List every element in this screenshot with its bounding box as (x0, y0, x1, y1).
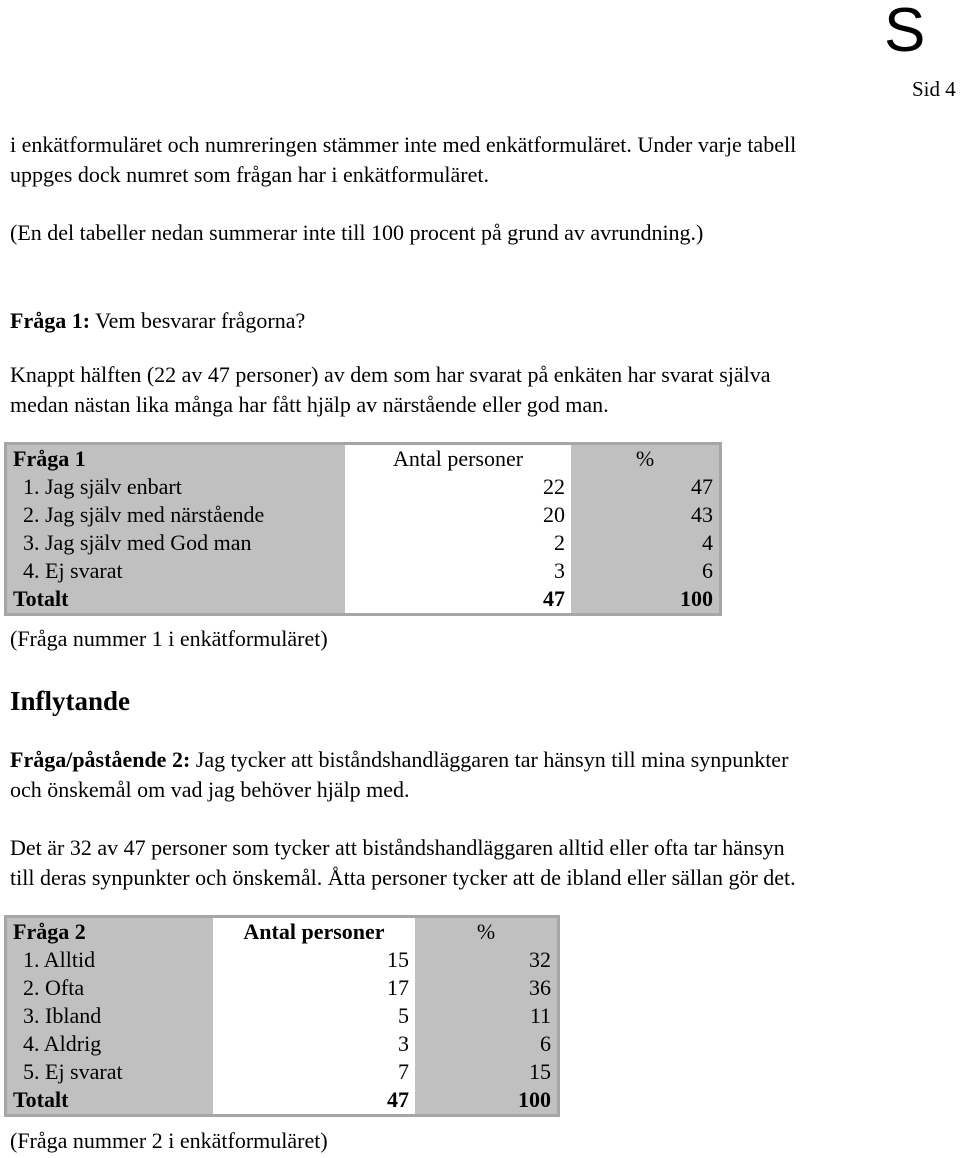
table-row (6, 946, 559, 974)
header-percent: % (415, 917, 559, 947)
table-total-row (6, 1086, 559, 1116)
row-percent: 6 (571, 557, 721, 585)
row-count: 7 (213, 1058, 415, 1086)
row-count: 3 (213, 1030, 415, 1058)
question-1-text: Vem besvarar frågorna? (95, 308, 306, 333)
intro-line-1: i enkätformuläret och numreringen stämmer inte med enkätformuläret. Under varje tabell (10, 132, 797, 157)
row-label: 1. Jag själv enbart (6, 473, 346, 501)
table-row (6, 529, 721, 557)
row-percent: 4 (571, 529, 721, 557)
row-count: 20 (345, 501, 571, 529)
question-1-summary-line-1: Knappt hälften (22 av 47 personer) av dem som har svarat på enkäten har svarat själva (10, 362, 771, 387)
row-count: 2 (345, 529, 571, 557)
row-percent: 11 (415, 1002, 559, 1030)
question-2-text-line-1: Jag tycker att biståndshandläggaren tar hänsyn till mina synpunkter (195, 747, 789, 772)
question-2-summary-line-1: Det är 32 av 47 personer som tycker att biståndshandläggaren alltid eller ofta tar hänsyn (10, 835, 785, 860)
row-percent: 6 (415, 1030, 559, 1058)
question-2-text-line-2: och önskemål om vad jag behöver hjälp med. (10, 777, 410, 802)
table-row (6, 1002, 559, 1030)
total-percent: 100 (415, 1086, 559, 1116)
header-question: Fråga 2 (6, 917, 214, 947)
table-header-row (6, 444, 721, 474)
row-percent: 47 (571, 473, 721, 501)
total-label: Totalt (6, 585, 346, 615)
row-count: 22 (345, 473, 571, 501)
question-2-summary-line-2: till deras synpunkter och önskemål. Åtta personer tycker att de ibland eller sällan gör det. (10, 865, 796, 890)
question-2-heading (10, 745, 788, 775)
table-row (6, 1030, 559, 1058)
row-label: 3. Ibland (6, 1002, 214, 1030)
table-row (6, 1058, 559, 1086)
row-label: 2. Jag själv med närstående (6, 501, 346, 529)
header-question: Fråga 1 (6, 444, 346, 474)
row-percent: 15 (415, 1058, 559, 1086)
question-2-caption: (Fråga nummer 2 i enkätformuläret) (10, 1128, 328, 1153)
question-1-summary-line-2: medan nästan lika många har fått hjälp av närstående eller god man. (10, 392, 609, 417)
row-percent: 32 (415, 946, 559, 974)
row-label: 3. Jag själv med God man (6, 529, 346, 557)
table-row (6, 557, 721, 585)
total-count: 47 (213, 1086, 415, 1116)
row-count: 17 (213, 974, 415, 1002)
header-percent: % (571, 444, 721, 474)
intro-line-2: uppges dock numret som frågan har i enkätformuläret. (10, 162, 489, 187)
table-total-row (6, 585, 721, 615)
row-percent: 36 (415, 974, 559, 1002)
total-percent: 100 (571, 585, 721, 615)
table-row (6, 501, 721, 529)
page-number: Sid 4 (912, 77, 956, 101)
row-count: 5 (213, 1002, 415, 1030)
row-count: 15 (213, 946, 415, 974)
row-label: 4. Ej svarat (6, 557, 346, 585)
row-count: 3 (345, 557, 571, 585)
row-label: 2. Ofta (6, 974, 214, 1002)
row-percent: 43 (571, 501, 721, 529)
question-1-caption: (Fråga nummer 1 i enkätformuläret) (10, 626, 328, 651)
question-2-label: Fråga/påstående 2: (10, 747, 191, 772)
total-count: 47 (345, 585, 571, 615)
header-count: Antal personer (213, 917, 415, 947)
question-1-table (4, 442, 722, 616)
row-label: 5. Ej svarat (6, 1058, 214, 1086)
table-row (6, 473, 721, 501)
logo-letter: S (884, 0, 926, 65)
table-row (6, 974, 559, 1002)
table-header-row (6, 917, 559, 947)
question-1-heading (10, 306, 305, 336)
total-label: Totalt (6, 1086, 214, 1116)
header-count: Antal personer (345, 444, 571, 474)
row-label: 4. Aldrig (6, 1030, 214, 1058)
question-2-table (4, 915, 560, 1117)
section-heading: Inflytande (10, 686, 131, 716)
question-1-label: Fråga 1: (10, 308, 91, 333)
row-label: 1. Alltid (6, 946, 214, 974)
rounding-note: (En del tabeller nedan summerar inte till 100 procent på grund av avrundning.) (10, 220, 704, 245)
